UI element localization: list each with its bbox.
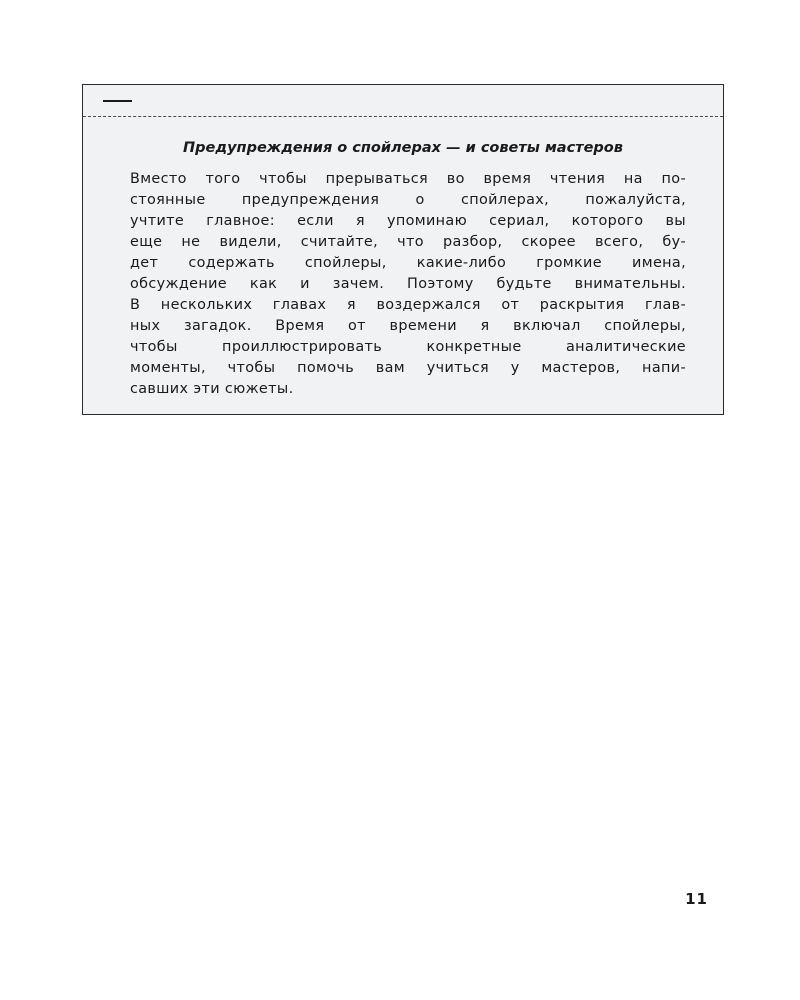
body-line: стоянные предупреждения о спойлерах, пожалуйста, — [130, 192, 686, 208]
sidebar-body-text — [130, 169, 686, 400]
page-number: 11 — [685, 890, 708, 908]
body-line: савших эти сюжеты. — [130, 381, 294, 397]
body-line: дет содержать спойлеры, какие-либо громкие имена, — [130, 255, 686, 271]
spoiler-warning-sidebar — [82, 84, 724, 415]
body-line: чтобы проиллюстрировать конкретные аналитические — [130, 339, 686, 355]
sidebar-tab-mark — [103, 100, 132, 102]
sidebar-dashed-divider — [83, 116, 723, 117]
body-line: еще не видели, считайте, что разбор, скорее всего, бу- — [130, 234, 686, 250]
body-line: моменты, чтобы помочь вам учиться у мастеров, напи- — [130, 360, 686, 376]
sidebar-title: Предупреждения о спойлерах — и советы мастеров — [183, 140, 623, 156]
body-line: Вместо того чтобы прерываться во время чтения на по- — [130, 171, 686, 187]
body-line: учтите главное: если я упоминаю сериал, которого вы — [130, 213, 686, 229]
body-line: ных загадок. Время от времени я включал спойлеры, — [130, 318, 686, 334]
body-line: В нескольких главах я воздержался от раскрытия глав- — [130, 297, 686, 313]
body-line: обсуждение как и зачем. Поэтому будьте внимательны. — [130, 276, 686, 292]
